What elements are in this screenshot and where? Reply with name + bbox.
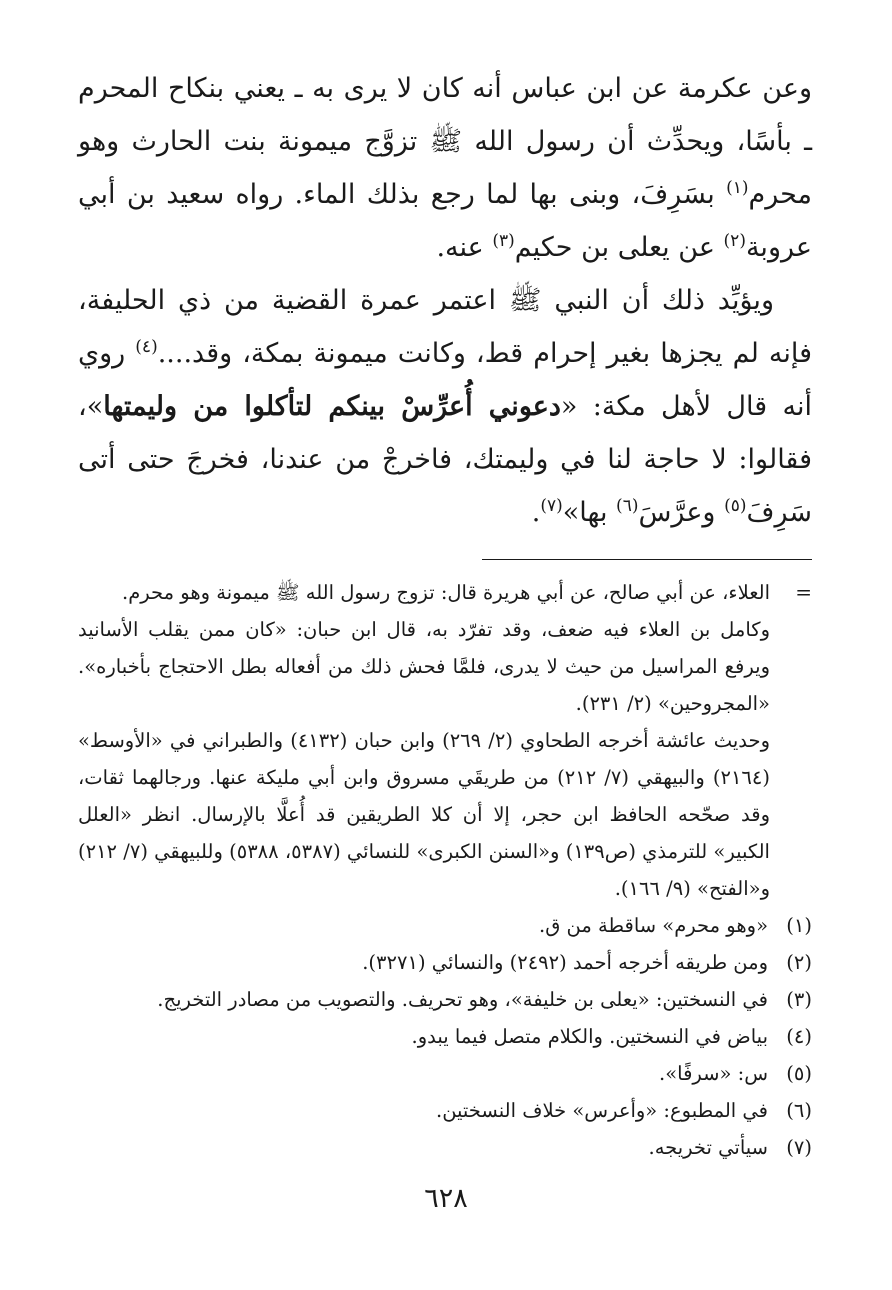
- footnote-marker[interactable]: (٤): [135, 337, 158, 357]
- footnote-number: (٧): [786, 1136, 812, 1159]
- footnote-marker[interactable]: (٧): [540, 496, 563, 516]
- footnote-number: (٣): [786, 988, 812, 1011]
- text-run: »، فقالوا: لا حاجة لنا في وليمتك، فاخرجْ من عندنا، فخرجَ حتى أتى سَرِفَ: [78, 391, 812, 528]
- page-number: ٦٢٨: [424, 1183, 468, 1214]
- continuation-line: وحديث عائشة أخرجه الطحاوي (٢/ ٢٦٩) وابن حبان (٤١٣٢) والطبراني في «الأوسط» (٢١٦٤) والبيهقي (٧/ ٢١٢) من طريقَي مسروق وابن أبي مليكة عنها. ورجالهما ثقات، وقد صحّحه الحافظ ابن حجر، إلا أن كلا الطريقين قد أُعلَّا بالإرسال. انظر «العلل الكبير» للترمذي (ص١٣٩) و«السنن الكبرى» للنسائي (٥٣٨٧، ٥٣٨٨) وللبيهقي (٧/ ٢١٢) و«الفتح» (٩/ ١٦٦).: [78, 729, 770, 900]
- hadith-quote: دعوني أُعرِّسْ بينكم لتأكلوا من وليمتها: [103, 391, 561, 422]
- footnote-item: [78, 907, 812, 944]
- footnote-text: في المطبوع: «وأعرس» خلاف النسختين.: [436, 1099, 768, 1122]
- page-body: [78, 62, 812, 1166]
- text-run: عن يعلى بن حكيم: [514, 232, 724, 263]
- text-run: بها»: [562, 497, 617, 528]
- footnote-item: [78, 944, 812, 981]
- footnote-item: [78, 1092, 812, 1129]
- text-run: بسَرِفَ، وبنى بها لما رجع بذلك الماء. رواه سعيد بن أبي عروبة: [78, 179, 812, 263]
- footnote-item: [78, 1129, 812, 1166]
- continuation-mark: =: [795, 580, 812, 604]
- footnote-number: (٦): [786, 1099, 812, 1122]
- text-run: عنه.: [436, 232, 493, 263]
- text-run: .: [531, 497, 541, 528]
- text-run: وعن عكرمة عن ابن عباس أنه كان لا يرى به ـ يعني بنكاح المحرم ـ بأسًا، ويحدِّث أن رسول الله ﷺ تزوَّج ميمونة بنت الحارث وهو محرم: [78, 73, 812, 210]
- text-run: روي أنه قال لأهل مكة: «: [78, 338, 812, 422]
- footnote-list: [78, 907, 812, 1166]
- footnote-marker[interactable]: (٣): [492, 231, 515, 251]
- footnote-number: (٥): [786, 1062, 812, 1085]
- footnote-marker[interactable]: (٢): [723, 231, 746, 251]
- footnote-text: في النسختين: «يعلى بن خليفة»، وهو تحريف. والتصويب من مصادر التخريج.: [157, 988, 768, 1011]
- text-run: وعرَّسَ: [638, 497, 725, 528]
- footnote-text: سيأتي تخريجه.: [648, 1136, 768, 1159]
- footnote-item: [78, 1055, 812, 1092]
- footnote-text: ومن طريقه أخرجه أحمد (٢٤٩٢) والنسائي (٣٢٧١).: [362, 951, 768, 974]
- paragraph-2: [78, 274, 812, 539]
- footnote-text: بياض في النسختين. والكلام متصل فيما يبدو.: [411, 1025, 768, 1048]
- text-run: ويؤيِّد ذلك أن النبي ﷺ اعتمر عمرة القضية من ذي الحليفة، فإنه لم يجزها بغير إحرام قط، وكانت ميمونة بمكة، وقد....: [78, 285, 812, 369]
- footnote-item: [78, 981, 812, 1018]
- main-text: [78, 62, 812, 539]
- continuation-line: العلاء، عن أبي صالح، عن أبي هريرة قال: تزوج رسول الله ﷺ ميمونة وهو محرم.: [122, 581, 770, 604]
- footnote-separator: [482, 559, 812, 560]
- footnote-number: (١): [786, 914, 812, 937]
- footnote-marker[interactable]: (٥): [724, 496, 747, 516]
- footnotes-section: [78, 574, 812, 1166]
- footnote-text: «وهو محرم» ساقطة من ق.: [539, 914, 768, 937]
- footnote-marker[interactable]: (١): [726, 178, 749, 198]
- footnote-text: س: «سرفًا».: [659, 1062, 768, 1085]
- footnote-continuation: [78, 574, 812, 907]
- footnote-number: (٤): [786, 1025, 812, 1048]
- footnote-marker[interactable]: (٦): [616, 496, 639, 516]
- paragraph-1: [78, 62, 812, 274]
- footnote-item: [78, 1018, 812, 1055]
- continuation-line: وكامل بن العلاء فيه ضعف، وقد تفرّد به، قال ابن حبان: «كان ممن يقلب الأسانيد ويرفع المراسيل من حيث لا يدرى، فلمَّا فحش ذلك من أفعاله بطل الاحتجاج بأخباره». «المجروحين» (٢/ ٢٣١).: [78, 618, 770, 715]
- footnote-number: (٢): [786, 951, 812, 974]
